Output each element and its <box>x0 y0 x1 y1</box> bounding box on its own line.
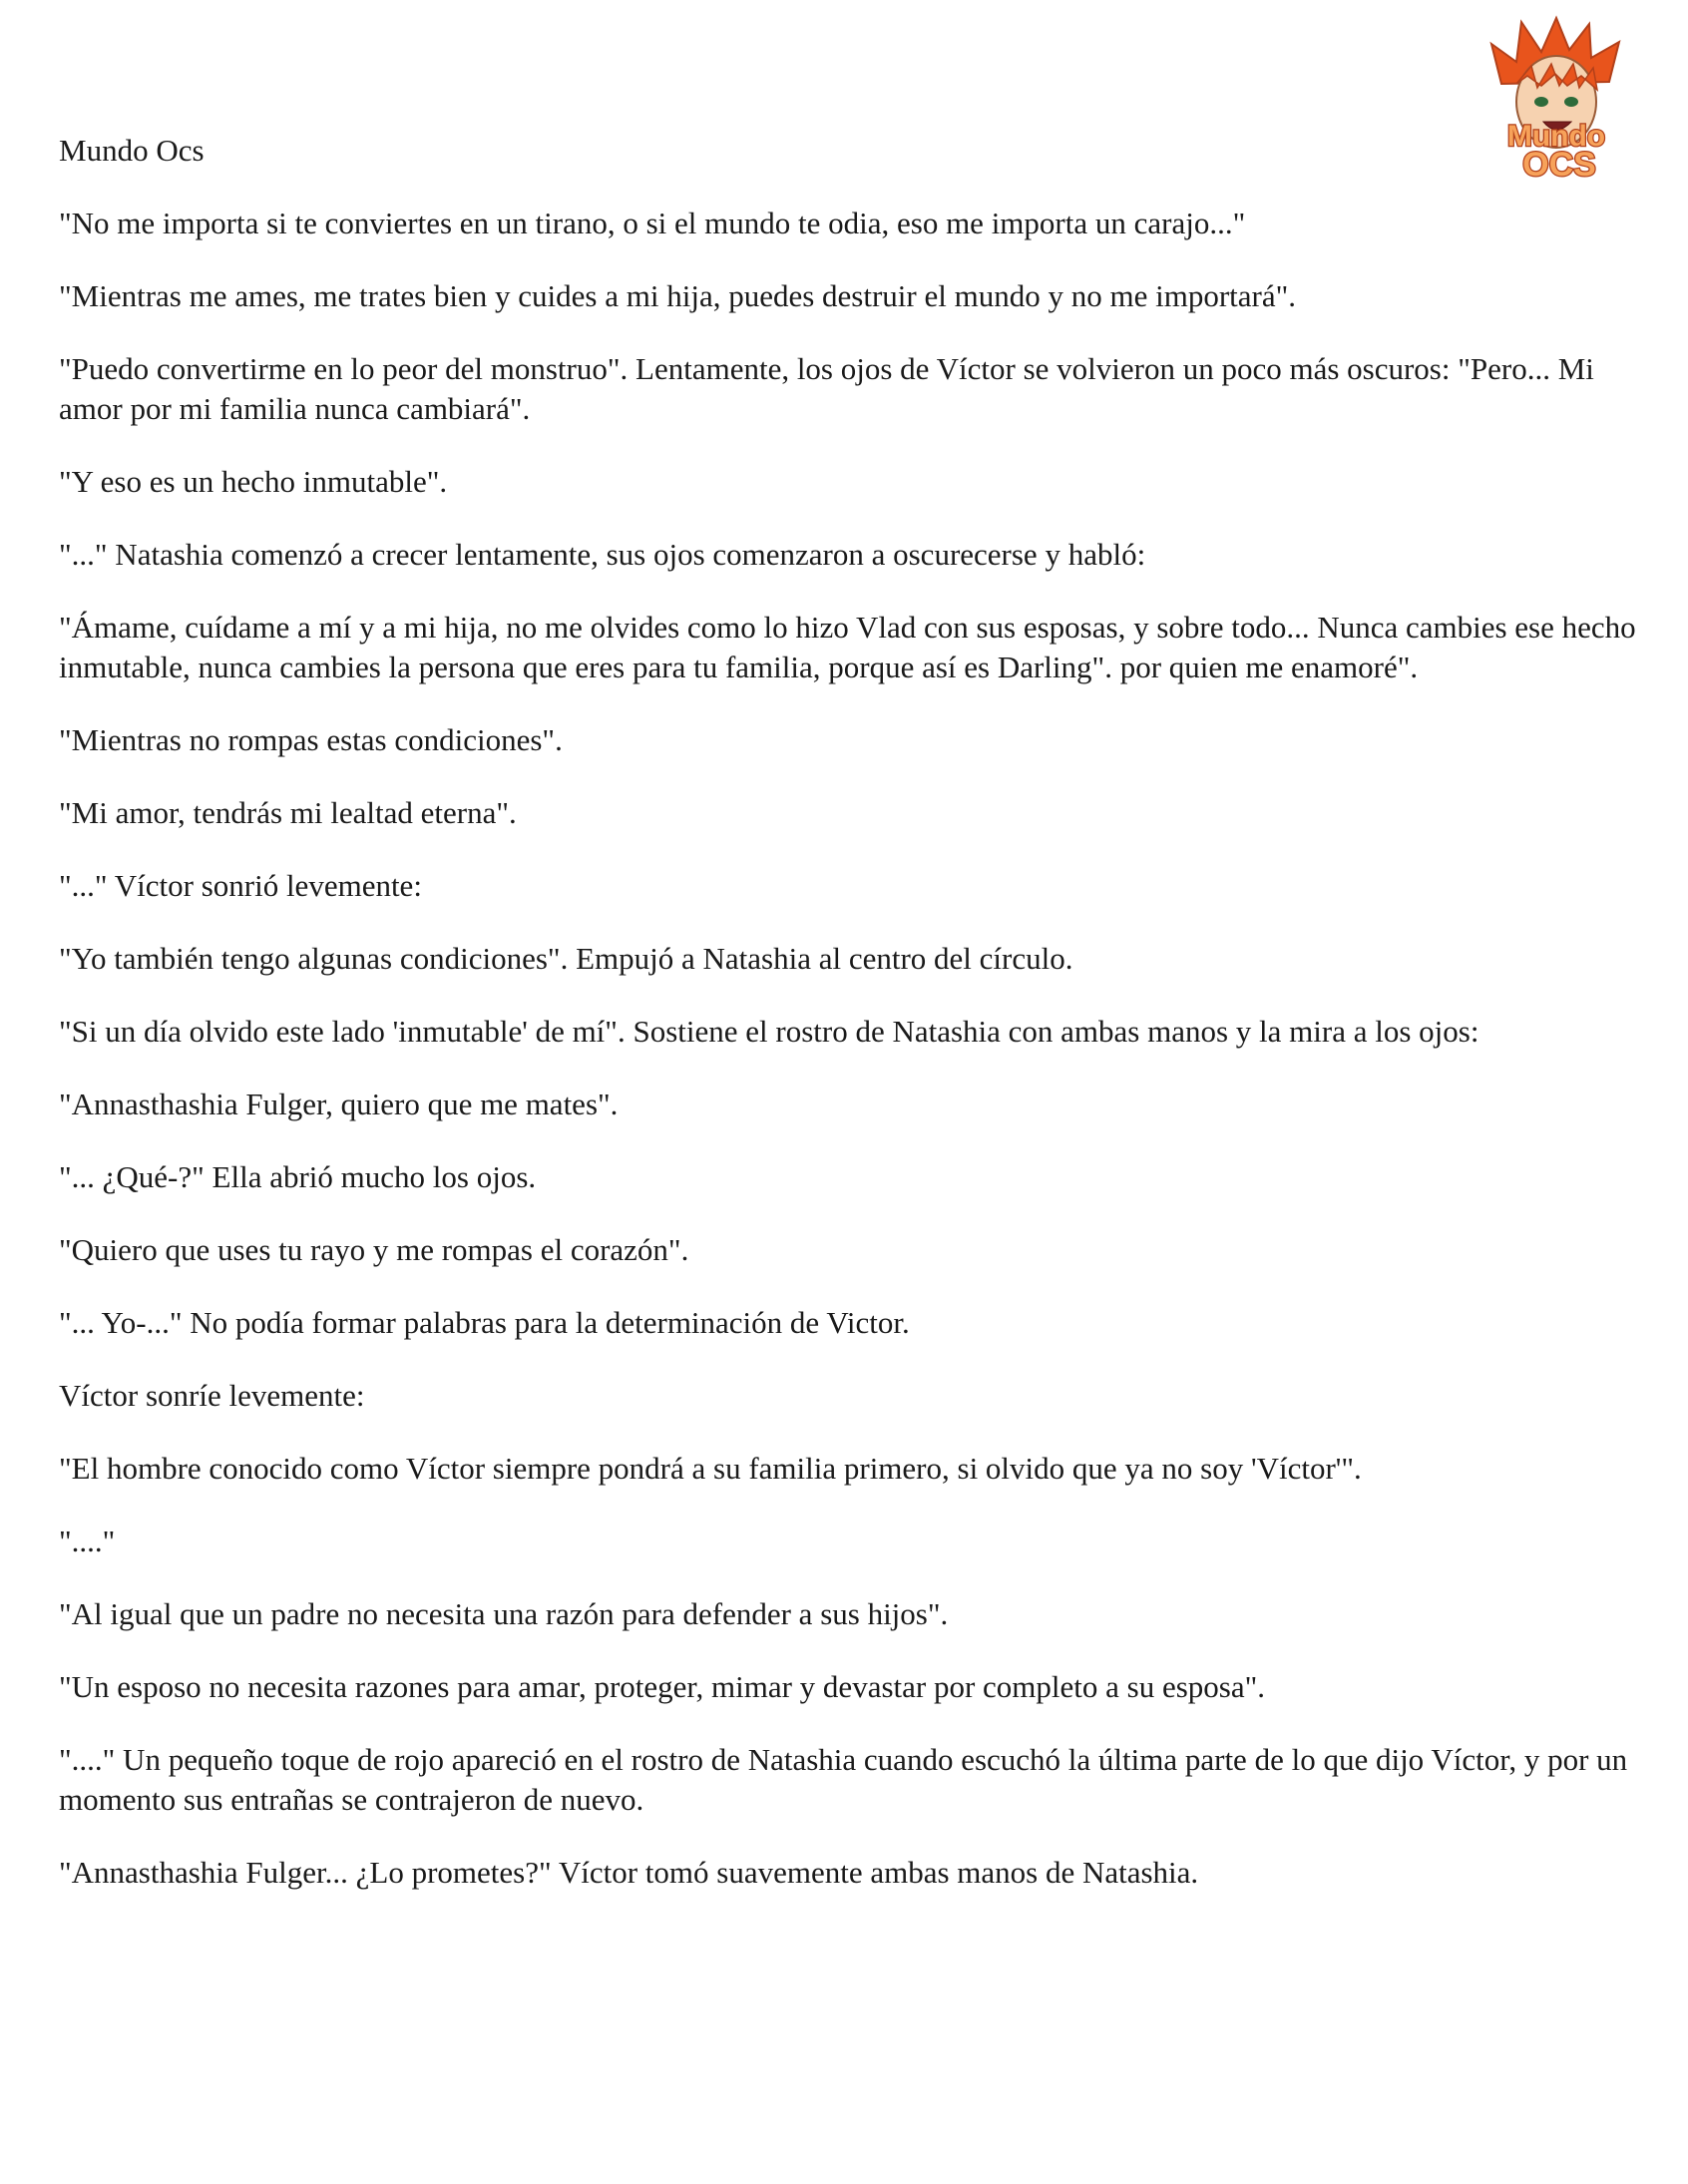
paragraph: "..." Víctor sonrió levemente: <box>59 868 422 903</box>
paragraph: "...." <box>59 1524 116 1558</box>
paragraph: "Yo también tengo algunas condiciones". Empujó a Natashia al centro del círculo. <box>59 941 1073 976</box>
paragraph: "Quiero que uses tu rayo y me rompas el corazón". <box>59 1232 689 1267</box>
logo-text-ocs: OCS <box>1522 146 1596 184</box>
paragraph: "...." Un pequeño toque de rojo apareció en el rostro de Natashia cuando escuchó la última parte de lo que dijo Víctor, y por un momento sus entrañas se contrajeron de nuevo. <box>59 1742 1628 1817</box>
paragraph: Víctor sonríe levemente: <box>59 1378 365 1413</box>
paragraph: "Annasthashia Fulger... ¿Lo prometes?" Víctor tomó suavemente ambas manos de Natashia. <box>59 1855 1199 1890</box>
paragraph: "Mientras no rompas estas condiciones". <box>59 722 563 757</box>
paragraph: "... ¿Qué-?" Ella abrió mucho los ojos. <box>59 1159 537 1194</box>
paragraph: "Si un día olvido este lado 'inmutable' de mí". Sostiene el rostro de Natashia con ambas manos y la mira a los ojos: <box>59 1014 1479 1049</box>
paragraph: "... Yo-..." No podía formar palabras para la determinación de Victor. <box>59 1305 910 1340</box>
document-title: Mundo Ocs <box>59 133 205 168</box>
paragraph: "Mientras me ames, me trates bien y cuides a mi hija, puedes destruir el mundo y no me importará". <box>59 278 1296 313</box>
paragraph: "Ámame, cuídame a mí y a mi hija, no me olvides como lo hizo Vlad con sus esposas, y sobre todo... Nunca cambies ese hecho inmutable, nunca cambies la persona que eres para tu familia, porque así es Darling". por quien me enamoré". <box>59 610 1636 684</box>
document-body <box>59 131 1655 1926</box>
logo-left-eye <box>1534 97 1548 107</box>
paragraph: "Al igual que un padre no necesita una razón para defender a sus hijos". <box>59 1596 949 1631</box>
paragraph: "Mi amor, tendrás mi lealtad eterna". <box>59 795 517 830</box>
paragraph: "Un esposo no necesita razones para amar, proteger, mimar y devastar por completo a su esposa". <box>59 1669 1266 1704</box>
logo-right-eye <box>1564 97 1578 107</box>
paragraph: "El hombre conocido como Víctor siempre pondrá a su familia primero, si olvido que ya no soy 'Víctor'". <box>59 1451 1362 1486</box>
paragraph: "Puedo convertirme en lo peor del monstruo". Lentamente, los ojos de Víctor se volvieron un poco más oscuros: "Pero... Mi amor por mi familia nunca cambiará". <box>59 351 1594 426</box>
paragraph: "Annasthashia Fulger, quiero que me mates". <box>59 1087 619 1121</box>
paragraph: "Y eso es un hecho inmutable". <box>59 464 448 499</box>
logo-text-mundo: Mundo <box>1506 120 1606 153</box>
paragraph: "No me importa si te conviertes en un tirano, o si el mundo te odia, eso me importa un carajo..." <box>59 206 1246 240</box>
paragraph: "..." Natashia comenzó a crecer lentamente, sus ojos comenzaron a oscurecerse y habló: <box>59 537 1146 572</box>
